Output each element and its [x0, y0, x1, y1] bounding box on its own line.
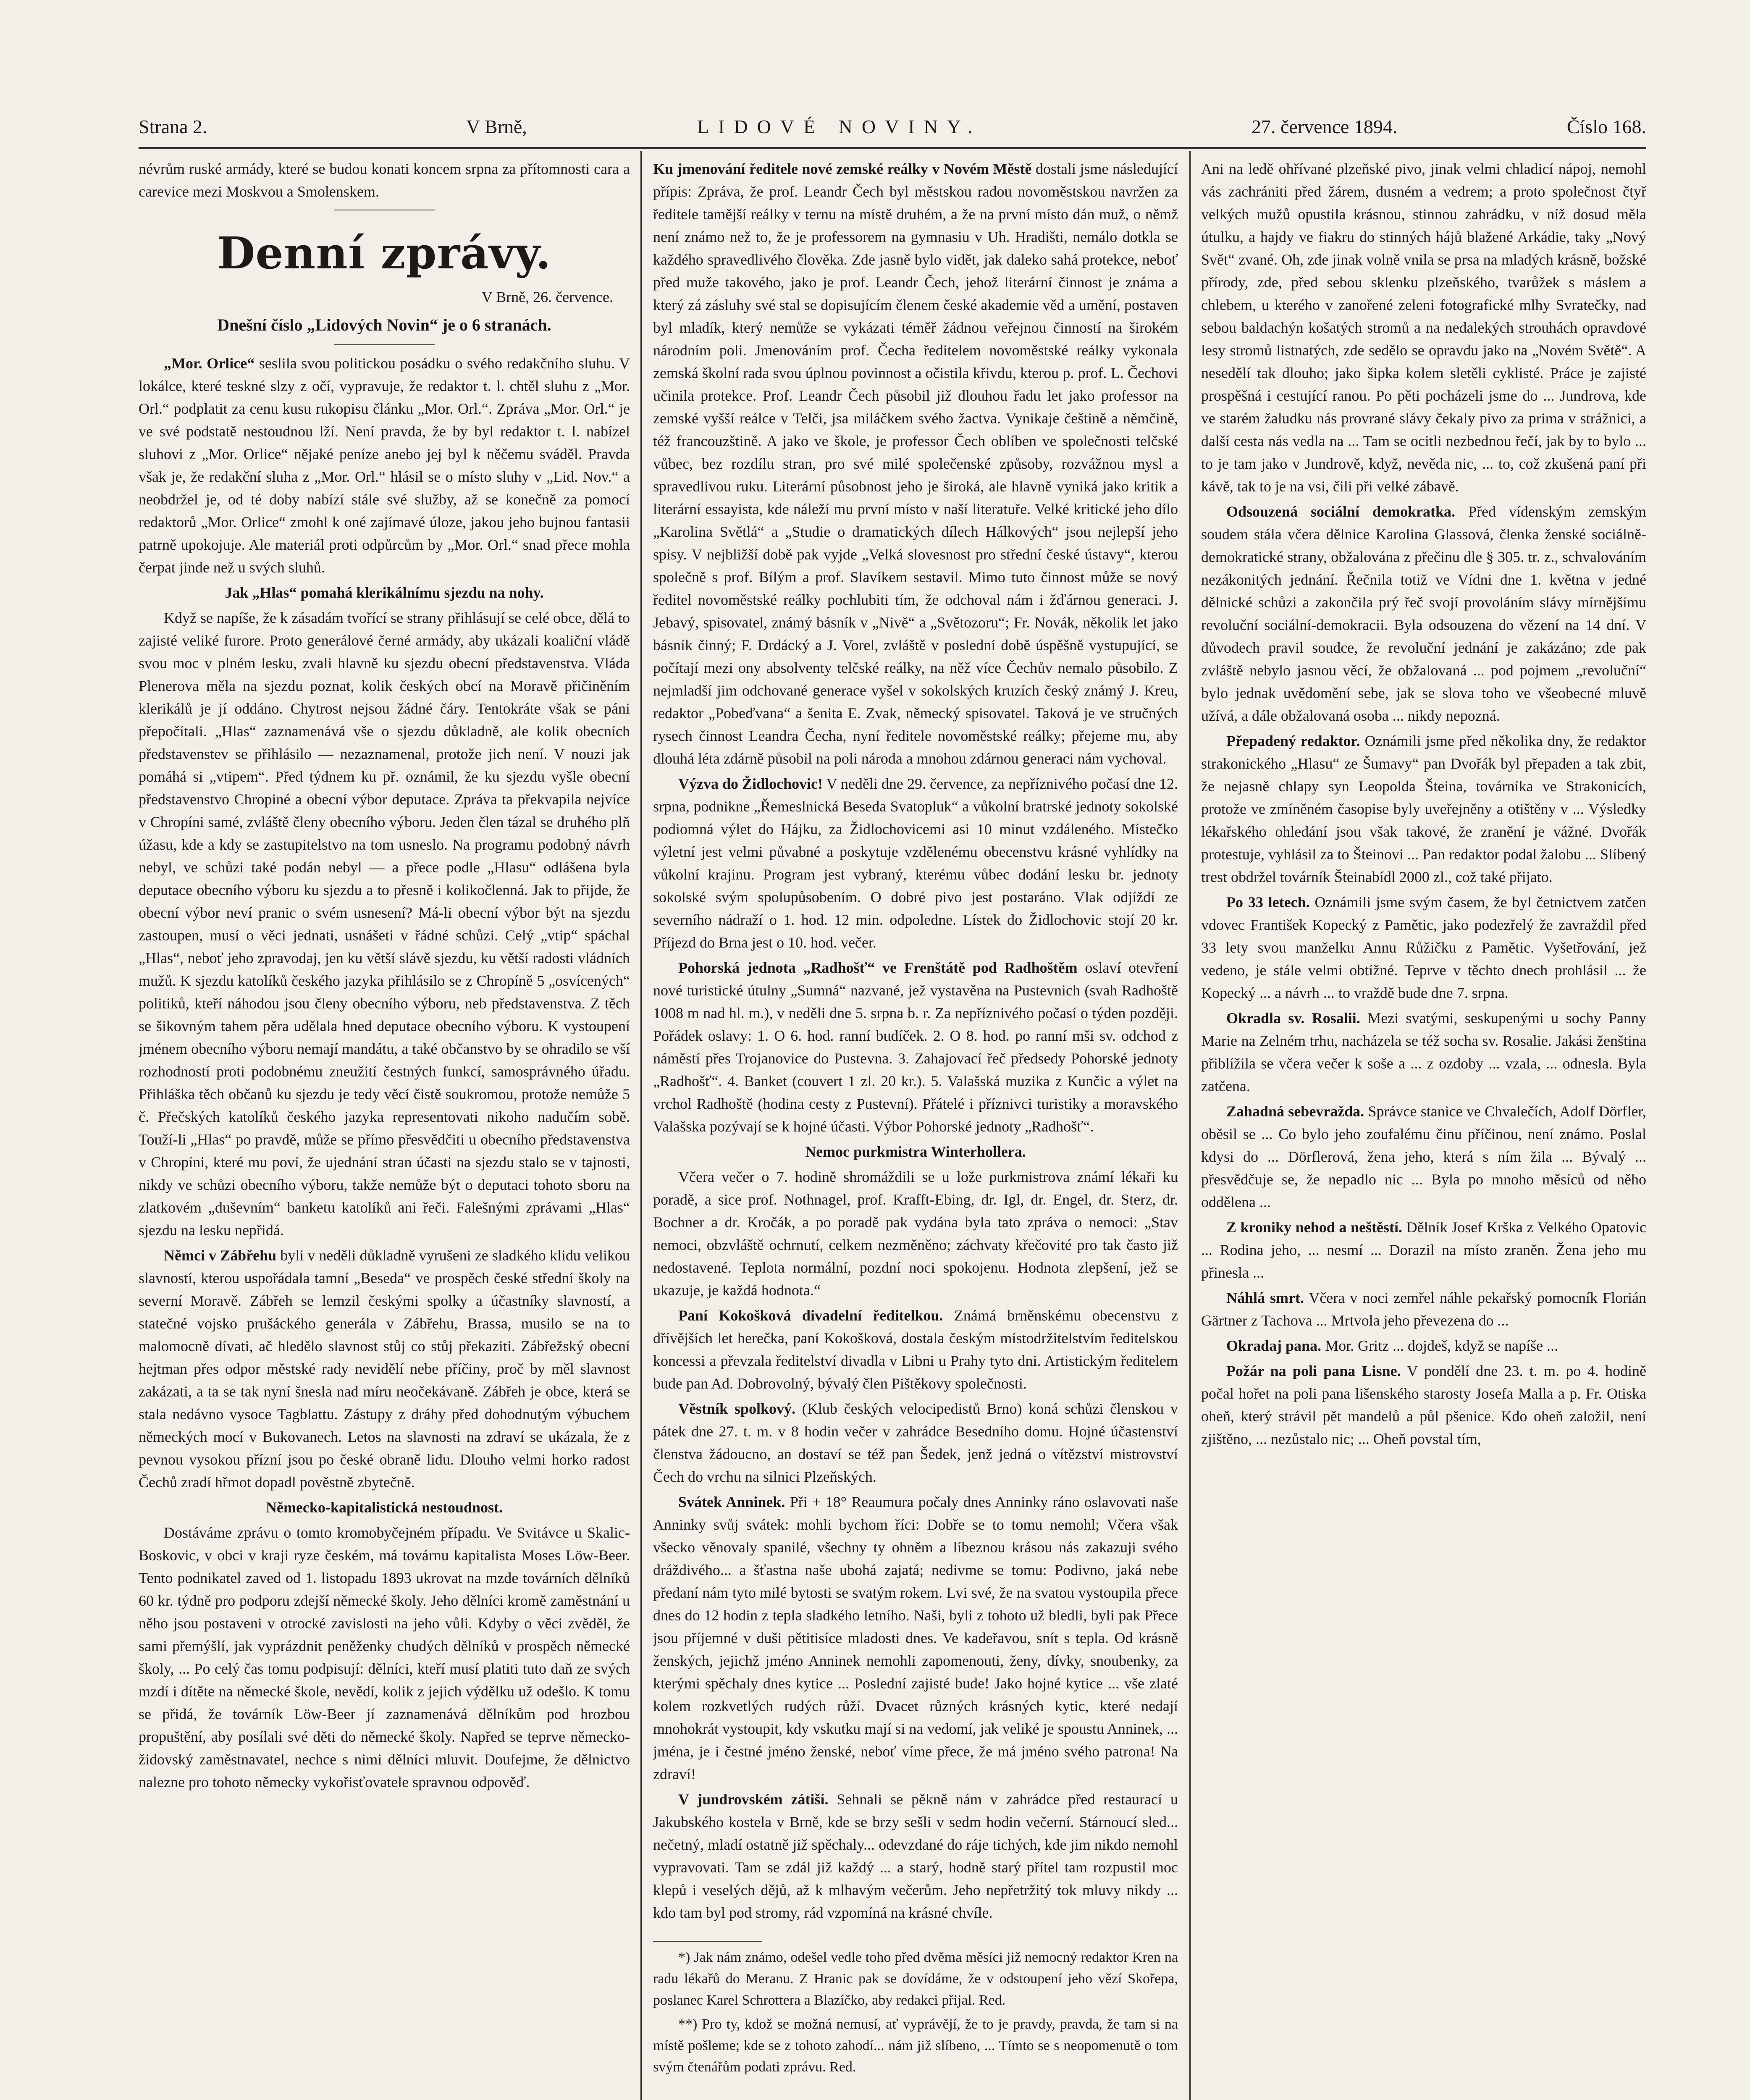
article-lead: Okradaj pana.	[1226, 1337, 1322, 1354]
article-text: Sehnali se pěkně nám v zahrádce před restaurací u Jakubského kostela v Brně, kde se brzy sešli v sedm hodin večerní. Stárnoucí sled... nečetný, mladí ostatně již spěchaly... odevzdané do ráje tichých, kde jim nikdo nemohl vypravovati. Tam se zdál již každý ... a starý, hodně starý přítel tam rozpustil moc klepů i veselých dějů, až k mlhavým večerům. Jeho nepřetržitý tok mluvy nikdy ... kdo tam byl pod stromy, rád vzpomíná na krásné chvíle.	[653, 1791, 1178, 1921]
footnote: **) Pro ty, kdož se možná nemusí, ať vyprávějí, že to je pravdy, pravda, že tam si na místě pošleme; kde se z tohoto zahodí... nám již slíbeno, ... Tímto se s neopomenutě o tom svým čtenářům podati zprávu. Red.	[653, 2016, 1178, 2075]
article-headline: Nemoc purkmistra Winterhollera.	[805, 1143, 1026, 1160]
article-text: oslaví otevření nové turistické útulny „Sumná“ nazvané, jež vystavěna na Pustevnich (svah Radhoště 1008 m nad hl. m.), v neděli dne 5. srpna b. r. Za nepříznivého počasí o týden později. Pořádek oslavy: 1. O 6. hod. ranní budíček. 2. O 8. hod. po ranní mši sv. odchod z náměstí přes Trojanovice do Pustevna. 3. Zahajovací řeč předsedy Pohorské jednoty „Radhošť“. 4. Banket (couvert 1 zl. 20 kr.). 5. Valašská muzika z Kunčic a výlet na vrchol Radhoště (hodina cesty z Pustevní). Přátelé i příznivci turistiky a moravského Valašska pozývají se k hojné účasti. Výbor Pohorské jednoty „Radhošť“.	[653, 959, 1178, 1135]
newspaper-title: LIDOVÉ NOVINY.	[697, 116, 982, 137]
article-text: dostali jsme následující přípis: Zpráva, že prof. Leandr Čech byl městskou radou novoměstskou navržen za ředitele tamější reálky v ternu na místě druhém, a že na první místo dán muž, o němž není známo než to, že je professorem na gymnasiu v Uh. Hradišti, nemálo dotkla se každého spravedlivého člověka. Zde jasně bylo vidět, jak daleko sahá protekce, neboť před muže takového, jako je prof. Leandr Čech, jehož literární činnost je známa a který zá zásluhy své stal se dopisujícím členem české akademie věd a umění, postaven byl mladík, který nemůže se vykázati téměř žádnou veřejnou činností na širokém národním poli. Jmenováním prof. Čecha ředitelem novoměstské reálky vykonala zemská školní rada svou úplnou povinnost a očistila křivdu, kterou p. prof. L. Čechovi učinila protekce. Prof. Leandr Čech působil již dlouhou řadu let jako professor na zemské vyšší reálce v Telči, jsa miláčkem svého žactva. Vynikaje češtině a němčině, též francouzštině. A jako ve škole, je professor Čech oblíben ve společnosti telčské vůbec, bez rozdílu stran, pro své milé společenské způsoby, rozvážnou mysl a spravedlivou ruku. Literární působnost jeho je široká, ale hlavně vyniká jako kritik a literární essayista, kde náleží mu první místo v naší literatuře. Velké kritické jeho dílo „Karolina Světlá“ a „Studie o dramatických dílech Hálkových“ jsou nejlepší jeho spisy. V nejbližší době pak vyjde „Velká slovesnost pro střední české ústavy“, kterou společně s prof. Bílým a prof. Slavíkem sestavil. Mimo tuto činnost může se nový ředitel novoměstské reálky pochlubiti tím, že odchoval nám i žďárnou generaci. J. Jebavý, spisovatel, známý básník v „Nivě“ a „Světozoru“; Fr. Novák, několik let jako básník činný; F. Drdácký a J. Vorel, zvláště v poslední době úspěšně vystupující, se počítají mezi ony absolventy telčské reálky, na něž více Čechův nemalo působilo. Z nejmladší jim odchované generace vyšel v sokolských kruzích český známý J. Kreu, redaktor „Pobeďvana“ a šenita E. Zvak, německý spisovatel. Taková je ve stručných rysech činnost Leandra Čecha, nyní ředitele novoměstské reálky; přejeme mu, aby dlouhá léta zdárně působil na poli národa a mnohou zdárnou generaci nám vychoval.	[653, 160, 1178, 767]
column-divider	[640, 151, 642, 2100]
issue-number: Číslo 168.	[1566, 116, 1646, 137]
section-date: V Brně, 26. července.	[481, 288, 613, 305]
article-text: Když se napíše, že k zásadám tvořící se strany přihlásují se celé obce, dělá to zajisté veliké furore. Proto generálové černé armády, aby ukázali koaliční vládě svou moc v plném lesku, zvali hlavně ku sjezdu obecní představenstva. Vláda Plenerova měla na sjezdu poznat, kolik českých obcí na Moravě přičiněním klerikálů je jí oddáno. Chytrost nejsou žádné čáry. Tentokráte však se páni přepočítali. „Hlas“ zaznamenává vše o sjezdu důkladně, ale kolik obecních představenstev se přihlásilo — nezaznamenal, protože jich není. V nouzi jak pomáhá si „vtipem“. Před týdnem ku př. oznámil, že ku sjezdu vyšle obecní představenstvo Chropiné a obecní výbor deputace. Zpráva ta překvapila nejvíce v Chropíni samé, zvláště členy obecního výboru. Jeden člen tázal se druhého plň úžasu, kde a kdy se zastupitelstvo na tom usneslo. Na programu podobný návrh nebyl, ve schůzi také podán nebyl — a přece podle „Hlasu“ odlášena byla deputace obecního výboru ku sjezdu a to přesně i kolikočlenná. Jak to přijde, že obecní výbor neví pranic o svém usnesení? Má-li obecní výbor být na sjezdu zastoupen, musí o věci jednati, usnášeti v řádné schůzi. Celý „vtip“ spáchal „Hlas“, neboť jeho zpravodaj, jen ku větší slávě sjezdu, ku větší radosti vládních mužů. K sjezdu katolíků českého jazyka přihlásilo se z Chropíně 5 „osvícených“ politiků, kteří náhodou jsou členy obecního výboru, neb představenstva. Z těch se šikovným tahem pěra udělala hned deputace obecního výboru. K vystoupení jménem obecního výboru nemají mandátu, a také občanstvo by se ohradilo se vší rozhodností proti podobnému zneužití čestných funkcí, samosprávného úřadu. Přihláška těch občanů ku sjezdu je tedy věcí čistě soukromou, protože nemůže 5 č. Přečských katolíků českého jazyka representovati nikoho nadučím sobě. Touží-li „Hlas“ po pravdě, může se přímo přesvědčiti u obecního představenstva v Chropíni, které mu poví, že ujednání stran účasti na sjezdu stalo se v tajnosti, nikdy ve schůzi obecního výboru, takže nemůže být o deputaci tohoto sboru na zlatkovém „duševním“ banketu katolíků ani řeči. Falešnými zprávami „Hlas“ sjezdu na lesku nepřidá.	[139, 609, 630, 1239]
article-text: Dělník Josef Krška z Velkého Opatovic ... Rodina jeho, ... nesmí ... Dorazil na místo zraněn. Žena jeho mu přinesla ...	[1201, 1219, 1646, 1281]
article-text: Mezi svatými, seskupenými u sochy Panny Marie na Zelném trhu, nacházela se též socha sv. Rosalie. Jakási ženština přiblížila se včera večer k soše a ... z ozdoby ... vzala, ... odnesla. Byla zatčena.	[1201, 1010, 1646, 1095]
article-text: Mor. Gritz ... dojdeš, když se napíše ...	[1325, 1337, 1558, 1354]
article-text: V pondělí dne 23. t. m. po 4. hodině počal hořet na poli pana lišenského starosty Josefa Malla a p. Fr. Otiska oheň, který strávil pět mandelů a půl pšenice. Kdo oheň založil, není zjištěno, ... nezůstalo nic; ... Oheň povstal tím,	[1201, 1362, 1646, 1447]
article-lead: Po 33 letech.	[1226, 894, 1310, 911]
article-lead: Požár na poli pana Lisne.	[1226, 1362, 1401, 1379]
article-text: Známá brněnskému obecenstvu z dřívějších let herečka, paní Kokošková, dostala českým místodržitelstvím ředitelskou koncessi a převzala ředitelství divadla v Libni u Prahy tyto dni. Artistickým ředitelem bude pan Ad. Dobrovolný, bývalý člen Pištěkovy společnosti.	[653, 1307, 1178, 1392]
article-headline: Německo-kapitalistická nestoudnost.	[265, 1499, 503, 1516]
column-divider	[1189, 151, 1191, 2100]
footnotes	[653, 1941, 1178, 2078]
page-header	[139, 116, 1646, 145]
article-lead: Odsouzená sociální demokratka.	[1226, 503, 1456, 520]
divider	[334, 344, 435, 345]
issue-date: 27. července 1894.	[1251, 116, 1398, 137]
article-text: Ani na ledě ohřívané plzeňské pivo, jinak velmi chladicí nápoj, nemohl vás zachrániti před žárem, dusném a vedrem; a proto společnost čtyř velkých mužů opustila krásnou, stinnou zahrádku, v níž dosud měla útulku, a hajdy ve fiakru do stinných hájů blažené Arkádie, taky „Nový Svět“ zvané. Oh, zde jinak volně vnila se prsa na mladých krásně, božské přírody, zde, před sebou sklenku plzeňského, tvarůžek s máslem a chlebem, u kterého v zanořené zeleni fotografické mlhy Svratečky, nad sebou baldachýn košatých stromů a na nedalekých strouhách opravdové lesy stromů listnatých, zde sedělo se opravdu jako na „Novém Světě“. A nesedělí tak dlouho; jako šipka kolem sletěli cyklisté. Práce je zajisté prospěšná i cestující ranou. Po pěti pocházeli jsme do ... Jundrova, kde ve starém žaludku nás provrané slávy čekaly pivo za prima v strážnici, a další cesta nás vedla na ... Tam se ocitli nezbednou řečí, jak by to bylo ... to je tam jako v Jundrově, když, nevěda nic, ... to, což zkušená paní při kávě, tak to je na vsi, čili při velké zábavě.	[1201, 160, 1646, 495]
header-rule	[139, 147, 1646, 149]
headline: Dnešní číslo „Lidových Novin“ je o 6 stranách.	[217, 315, 551, 334]
section-title: Denní zprávy.	[217, 227, 551, 279]
article-lead: Němci v Zábřehu	[164, 1247, 277, 1264]
article-text: byli v neděli důkladně vyrušeni ze sladkého klidu velikou slavností, kterou uspořádala tamní „Beseda“ ve prospěch české střední školy na severní Moravě. Zábřeh se lemzil českými spolky a účastníky slavností, a statečné vojsko prušáckého generála v Zábřehu, Brassa, musilo se na to malomocně dívati, ač hledělo slavnost stůj co stůj překaziti. Zábřežský obecní hejtman přes odpor městské rady nevidělí nebe příčiny, proč by měl slavnost zakázati, a ta se tak nyní šnesla nad míru neočekávaně. Zábřeh je obce, která se stala nedávno vysoce Tagblattu. Zástupy z dráhy před dohodnutým výbuchem německých mocí v Bukovanech. Letos na slavnosti na zdraví se ukázala, že z pevnou vysokou přízní jsou po české obraně lidu. Dlouho velmi horko radost Čechů zradí hřmot dopadl pověstně zbytečně.	[139, 1247, 630, 1491]
column-1	[139, 158, 630, 2100]
article-text: Včera v noci zemřel náhle pekařský pomocník Florián Gärtner z Tachova ... Mrtvola jeho převezena do ...	[1201, 1289, 1646, 1329]
article-lead: Zahadná sebevražda.	[1226, 1103, 1364, 1120]
article-text: Dostáváme zprávu o tomto kromobyčejném případu. Ve Svitávce u Skalic-Boskovic, v obci v kraji ryze českém, má továrnu kapitalista Moses Löw-Beer. Tento podnikatel zaved od 1. listopadu 1893 ukrovat na mzde továrních dělníků 60 kr. týdně pro podporu zdejší německé školy. Jeho dělníci kromě zaměstnání u něho jsou postaveni v otrocké zavislosti na jeho vůli. Kdyby o věci zvěděl, že sami přemýšlí, jak vyprázdnit peněženky chudých dělníků v prospěch německé školy, ... Po celý čas tomu podpisují: dělníci, kteří musí platiti tuto daň ze svých mzdí i dítěte na německé škole, nevědí, kolik z jejich výdělku už odešlo. K tomu se přidá, že továrník Löw-Beer jí zaznamenává dělníkům pod hrozbou propuštění, aby posílali své děti do německé školy. Napřed se teprve německo-židovský zaměstnavatel, nechce s nimi dělníci mluvit. Doufejme, že dělnictvo nalezne pro tohoto německy vykořisťovatele spravnou odpověď.	[139, 1524, 630, 1790]
article-text: Správce stanice ve Chvalečích, Adolf Dörfler, oběsil se ... Co bylo jeho zoufalému činu příčinou, není známo. Poslal kdysi do ... Dörflerová, žena jeho, která s ním žila ... Bývalý ... přesvědčuje se, že nepadlo nic ... Byla po mnoho měsíců od něho oddělena ...	[1201, 1103, 1646, 1210]
article-text: (Klub českých velocipedistů Brno) koná schůzi členskou v pátek dne 27. t. m. v 8 hodin večer v zahrádce Besedního domu. Hojné účastenství členstva žádoucno, an dostaví se též pan Šedek, jenž jedná o vítězství mistrovství Čech do vrchu na silnici Plzeňských.	[653, 1400, 1178, 1485]
column-3	[1201, 158, 1646, 2100]
article-text: V neděli dne 29. července, za nepříznivého počasí dne 12. srpna, podnikne „Řemeslnická Beseda Svatopluk“ a vůkolní bratrské jednoty sokolské podiomná výlet do Hájku, za Židlochovicemi asi 10 minut vzdáleného. Místečko výletní jest velmi půvabné a poskytuje vzdělenému obecenstvu krásné vyhlídky na vůkolní krajinu. Program jest vybraný, kterému vůbec dodání lesku br. jednoty sokolské svým spolupůsobením. O dobré pivo jest postaráno. Vlak odjíždí ze severního nádraží o 1. hod. 12 min. odpoledne. Lístek do Židlochovic stojí 20 kr. Příjezd do Brna jest o 10. hod. večer.	[653, 775, 1178, 951]
article-text: Oznámili jsme svým časem, že byl četnictvem zatčen vdovec František Kopecký z Pamětic, jako podezřelý že zavraždil před 33 lety svou manželku Annu Růžičku z Pamětic. Vyšetřování, jež vedeno, je stále velmi obtížné. Teprve v těchto dnech prohlásil ... že Kopecký ... a návrh ... to vraždě bude dne 7. srpna.	[1201, 894, 1646, 1001]
article-lead: Náhlá smrt.	[1226, 1289, 1304, 1306]
article-lead: V jundrovském zátiší.	[678, 1791, 829, 1808]
article-lead: Paní Kokošková divadelní ředitelkou.	[678, 1307, 943, 1324]
article-lead: Z kroniky nehod a neštěstí.	[1226, 1219, 1402, 1236]
article-lead: „Mor. Orlice“	[164, 354, 255, 372]
article-lead: Pohorská jednota „Radhošť“ ve Frenštátě pod Radhoštěm	[678, 959, 1078, 976]
column-2	[653, 158, 1178, 2100]
article-text: névrům ruské armády, které se budou konati koncem srpna za přítomnosti cara a carevice mezi Moskvou a Smolenskem.	[139, 160, 630, 200]
place: V Brně,	[466, 116, 527, 137]
article-text: Při + 18° Reaumura počaly dnes Anninky ráno oslavovati naše Anninky svůj svátek: mohli bychom říci: Dobře se to tomu nemohl; Včera však všecko věnovaly spanilé, všechny ty ohněm a líbeznou krásou nás zakazuji svého dráždivého... a šťastna naše ubohá zajatá; nedivme se tomu: Podivno, jaká nebe předaní nám tyto milé bytosti se svatým rokem. Lvi své, že na svatou vystoupila přece dnes do 12 hodin z tepla sladkého letního. Naši, byli z tohoto už bledli, byli pak Přece jsou příjemné v duši pětitisíce mladosti dnes. Ve kadeřavou, snít s tepla. Od krásně ženských, jejichž jméno Anninek nemohli zapomenouti, ženy, dívky, snoubenky, za kterými spěchaly dnes kytice ... Poslední zajisté bude! Jako hojné kytice ... vše zlaté kolem rozkvetlých rudých růží. Dvacet různých krásných kytic, které nedají mnohokrát vystoupit, kdy vskutku mají si na vedomí, jak veliké je spoustu Anninek, ... jména, je i čestné jméno ženské, neboť víme přece, že má jméno svého patrona! Na zdraví!	[653, 1494, 1178, 1782]
page-number: Strana 2.	[139, 116, 207, 137]
article-text: Před vídenským zemským soudem stála včera dělnice Karolina Glassová, členka ženské sociálně-demokratické strany, obžalována z přečinu dle § 305. tr. z., schvalováním nezákonitých jednání. Řečnila totiž ve Vídni dne 1. května v jedné dělnické schůzi a zakončila prý řeč svojí provoláním slávy mírnějšímu revoluční sociální-demokracii. Byla odsouzena do vězení na 14 dní. V důvodech pravil soudce, že revoluční jednání je zakázáno; zde pak zvláště nebylo jasnou věcí, že obžalovaná ... pod pojmem „revoluční“ bylo jednak uvědomění sebe, jak se slova toho ve všeobecné mluvě užívá, a dále obžalovaná osoba ... nikdy nepozná.	[1201, 503, 1646, 724]
article-lead: Výzva do Židlochovic!	[678, 775, 823, 792]
article-text: seslila svou politickou posádku o svého redakčního sluhu. V lokálce, které teskné slzy z očí, vypravuje, že redaktor t. l. chtěl sluhu z „Mor. Orl.“ podplatit za cenu kusu rukopisu článku „Mor. Orl.“. Zpráva „Mor. Orl.“ je ve své podstatě nestoudnou lží. Není pravda, že by byl redaktor t. l. nabízel sluhovi z „Mor. Orlice“ nějaké peníze anebo jej byl k něčemu sváděl. Pravda však je, že redakční sluha z „Mor. Orl.“ hlásil se o místo sluhy v „Lid. Nov.“ a neobdržel je, od té doby nabízí stále své služby, až se konečně za pomocí redaktorů „Mor. Orlice“ zmohl k oné zajímavé úloze, jakou jeho bujnou fantasii patrně upokojuje. Ale materiál proti odpůrcům by „Mor. Orl.“ snad přece mohla čerpat jinde než u svých sluhů.	[139, 354, 630, 576]
article-lead: Svátek Anninek.	[678, 1494, 785, 1510]
footnote: *) Jak nám známo, odešel vedle toho před dvěma měsíci již nemocný redaktor Kren na radu lékařů do Meranu. Z Hranic pak se dovídáme, že v odstoupení jeho vězí Skořepa, poslanec Karel Schrottera a Blazíčko, aby redakci přijal. Red.	[653, 1950, 1178, 2008]
article-lead: Okradla sv. Rosalii.	[1226, 1010, 1360, 1026]
article-headline: Jak „Hlas“ pomahá klerikálnímu sjezdu na nohy.	[225, 584, 544, 601]
article-lead: Ku jmenování ředitele nové zemské reálky v Novém Městě	[653, 160, 1032, 177]
article-lead: Věstník spolkový.	[678, 1400, 795, 1417]
article-text: Včera večer o 7. hodině shromáždili se u lože purkmistrova známí lékaři ku poradě, a sice prof. Nothnagel, prof. Krafft-Ebing, dr. Igl, dr. Engel, dr. Sterz, dr. Bochner a dr. Kročák, a po poradě pak vydána byla tato zpráva o nemoci: „Stav nemoci, obzvláště ochrnutí, celkem nezměněno; záchvaty křečovité pro tak často již nedostavené. Teplota normální, pozdní noci spokojenu. Hodnota zlepšení, jež se ukazuje, je každá hodnota.“	[653, 1168, 1178, 1299]
article-lead: Přepadený redaktor.	[1226, 732, 1360, 749]
footnote-rule	[653, 1941, 762, 1942]
article-text: Oznámili jsme před několika dny, že redaktor strakonického „Hlasu“ ze Šumavy“ pan Dvořák byl přepaden a tak zbit, že nejasně chlapy syn Leopolda Šteina, továrníka ve Strakonicích, protože ve zmíněném časopise byly uveřejněny a otištěny v ... Výsledky lékařského ohledání jsou však takové, že zranění je vážné. Dvořák protestuje, vyhlásil za to Šteinovi ... Pan redaktor podal žalobu ... Slíbený trest obdržel továrník Šteinabídl 2000 zl., což také přijato.	[1201, 732, 1646, 885]
